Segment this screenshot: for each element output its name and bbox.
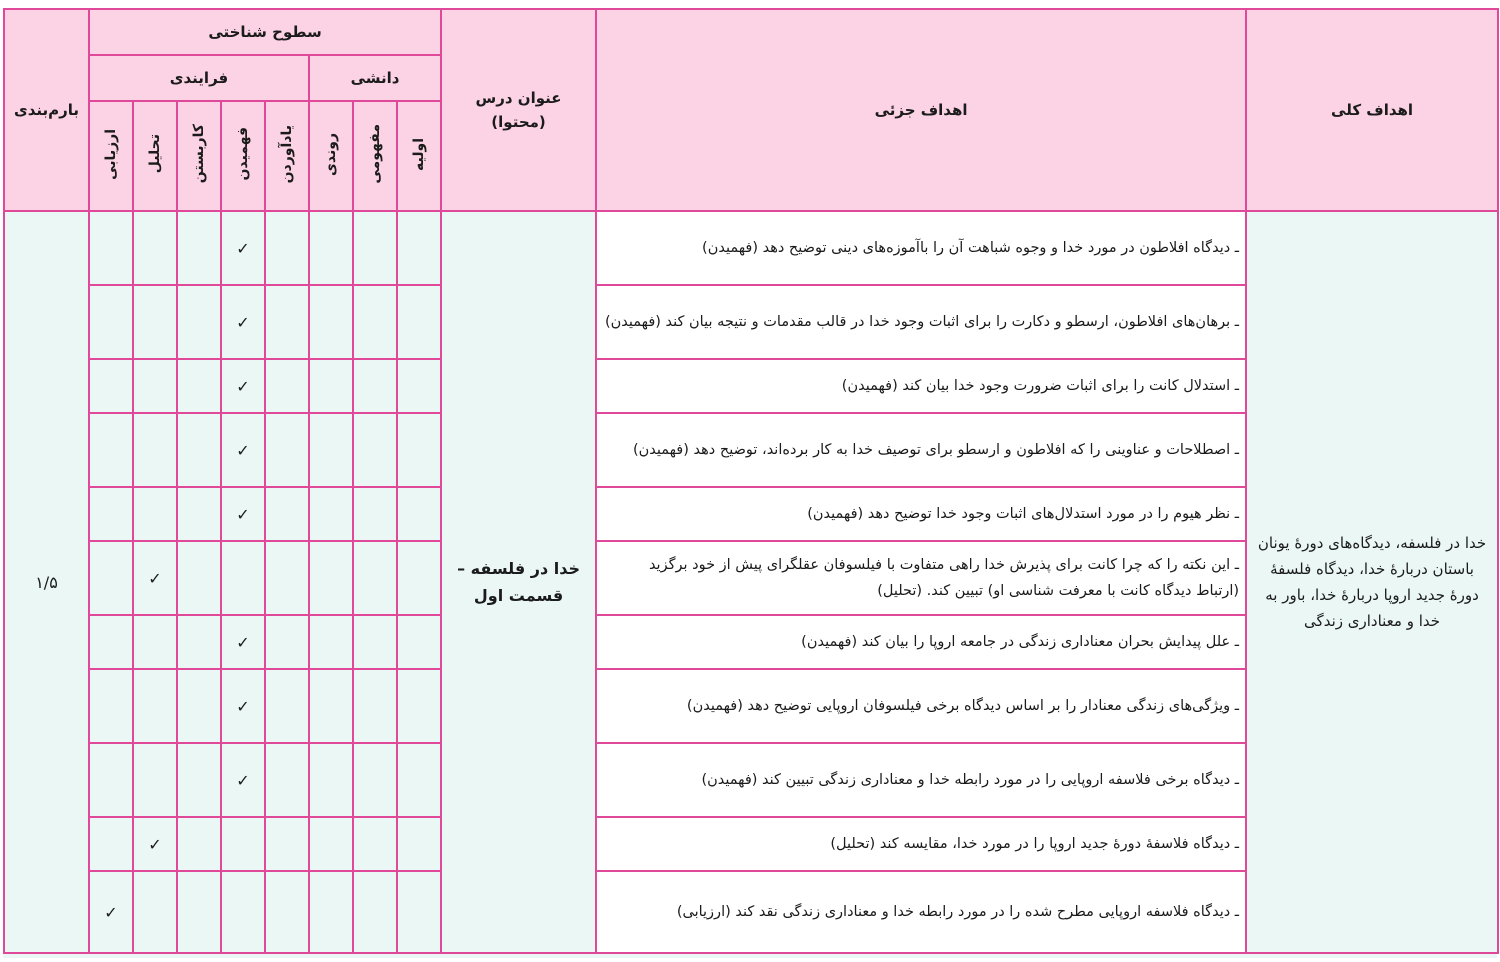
objectives-body: [4, 211, 1498, 953]
level-cell-evaluate: [89, 413, 133, 487]
level-cell-conceptual: [353, 359, 397, 413]
level-cell-evaluate: [89, 359, 133, 413]
level-cell-conceptual: [353, 615, 397, 669]
sub-objectives-header: اهداف جزئی: [596, 9, 1246, 211]
level-cell-procedural: [309, 817, 353, 871]
lesson-plan-table-container: [3, 8, 1497, 958]
level-cell-apply: [177, 359, 221, 413]
level-cell-factual: [397, 413, 441, 487]
level-cell-analyze: [133, 285, 177, 359]
level-cell-analyze: [133, 669, 177, 743]
check-mark-icon: ✓: [104, 902, 118, 922]
check-mark-icon: ✓: [236, 696, 250, 716]
level-header-procedural: روندی: [309, 101, 353, 211]
sub-objective: ـ استدلال کانت را برای اثبات ضرورت وجود خدا بیان کند (فهمیدن): [596, 359, 1246, 413]
level-cell-understand: [221, 359, 265, 413]
level-cell-conceptual: [353, 413, 397, 487]
level-cell-evaluate: [89, 743, 133, 817]
level-cell-apply: [177, 541, 221, 615]
sub-objective: ـ اصطلاحات و عناوینی را که افلاطون و ارسطو برای توصیف خدا به کار برده‌اند، توضیح دهد (فهمیدن): [596, 413, 1246, 487]
sub-objective: ـ دیدگاه فلاسفۀ دورۀ جدید اروپا را در مورد خدا، مقایسه کند (تحلیل): [596, 817, 1246, 871]
level-header-analyze: تحلیل: [133, 101, 177, 211]
level-cell-analyze: [133, 541, 177, 615]
level-cell-apply: [177, 487, 221, 541]
level-cell-factual: [397, 541, 441, 615]
level-cell-evaluate: [89, 669, 133, 743]
level-cell-understand: [221, 669, 265, 743]
level-cell-conceptual: [353, 487, 397, 541]
level-cell-remember: [265, 211, 309, 285]
score-header: بارم‌بندی: [4, 9, 89, 211]
level-cell-procedural: [309, 541, 353, 615]
level-cell-apply: [177, 211, 221, 285]
level-cell-procedural: [309, 285, 353, 359]
level-cell-factual: [397, 669, 441, 743]
level-header-apply: کاربستن: [177, 101, 221, 211]
level-cell-remember: [265, 743, 309, 817]
level-header-evaluate: ارزیابی: [89, 101, 133, 211]
level-cell-conceptual: [353, 817, 397, 871]
level-header-factual: اولیه: [397, 101, 441, 211]
level-cell-analyze: [133, 817, 177, 871]
level-cell-understand: [221, 743, 265, 817]
level-cell-factual: [397, 871, 441, 953]
level-cell-analyze: [133, 211, 177, 285]
lesson-title-header: عنوان درس (محتوا): [441, 9, 596, 211]
check-mark-icon: ✓: [236, 770, 250, 790]
level-cell-evaluate: [89, 211, 133, 285]
level-cell-analyze: [133, 413, 177, 487]
level-cell-remember: [265, 359, 309, 413]
level-cell-analyze: [133, 615, 177, 669]
level-cell-conceptual: [353, 541, 397, 615]
sub-objective: ـ دیدگاه افلاطون در مورد خدا و وجوه شباهت آن را باآموزه‌های دینی توضیح دهد (فهمیدن): [596, 211, 1246, 285]
cognitive-levels-header: سطوح شناختی: [89, 9, 441, 55]
level-cell-understand: [221, 487, 265, 541]
level-cell-factual: [397, 211, 441, 285]
level-cell-apply: [177, 615, 221, 669]
level-cell-evaluate: [89, 541, 133, 615]
sub-objective: ـ ویژگی‌های زندگی معنادار را بر اساس دیدگاه برخی فیلسوفان اروپایی توضیح دهد (فهمیدن): [596, 669, 1246, 743]
level-cell-analyze: [133, 743, 177, 817]
level-cell-procedural: [309, 413, 353, 487]
level-cell-remember: [265, 817, 309, 871]
sub-objective: ـ علل پیدایش بحران معناداری زندگی در جامعه اروپا را بیان کند (فهمیدن): [596, 615, 1246, 669]
score-value: ۱/۵: [4, 211, 89, 953]
level-header-understand: فهمیدن: [221, 101, 265, 211]
level-cell-remember: [265, 285, 309, 359]
level-cell-remember: [265, 413, 309, 487]
check-mark-icon: ✓: [148, 834, 162, 854]
level-cell-factual: [397, 817, 441, 871]
level-cell-procedural: [309, 487, 353, 541]
level-cell-understand: [221, 541, 265, 615]
level-cell-analyze: [133, 871, 177, 953]
level-cell-remember: [265, 669, 309, 743]
level-cell-evaluate: [89, 817, 133, 871]
level-cell-apply: [177, 669, 221, 743]
level-cell-remember: [265, 487, 309, 541]
level-cell-conceptual: [353, 871, 397, 953]
level-cell-conceptual: [353, 211, 397, 285]
sub-objective: ـ دیدگاه فلاسفه اروپایی مطرح شده را در مورد رابطه خدا و معناداری زندگی نقد کند (ارزیابی): [596, 871, 1246, 953]
check-mark-icon: ✓: [236, 504, 250, 524]
check-mark-icon: ✓: [148, 568, 162, 588]
level-cell-factual: [397, 359, 441, 413]
level-cell-evaluate: [89, 487, 133, 541]
level-cell-procedural: [309, 871, 353, 953]
sub-objective: ـ این نکته را که چرا کانت برای پذیرش خدا راهی متفاوت با فیلسوفان عقلگرای پیش از خود برگزید (ارتباط دیدگاه کانت با معرفت شناسی او) تبیین کند. (تحلیل): [596, 541, 1246, 615]
level-cell-conceptual: [353, 743, 397, 817]
level-cell-analyze: [133, 487, 177, 541]
level-cell-factual: [397, 743, 441, 817]
level-cell-remember: [265, 871, 309, 953]
check-mark-icon: ✓: [236, 238, 250, 258]
general-objective: خدا در فلسفه، دیدگاه‌های دورۀ یونان باستان دربارۀ خدا، دیدگاه فلسفۀ دورۀ جدید اروپا دربارۀ خدا، باور به خدا و معناداری زندگی: [1246, 211, 1498, 953]
level-cell-remember: [265, 615, 309, 669]
level-cell-procedural: [309, 359, 353, 413]
level-cell-understand: [221, 871, 265, 953]
level-cell-factual: [397, 615, 441, 669]
sub-objective: ـ نظر هیوم را در مورد استدلال‌های اثبات وجود خدا توضیح دهد (فهمیدن): [596, 487, 1246, 541]
level-header-remember: یادآوردن: [265, 101, 309, 211]
level-cell-conceptual: [353, 669, 397, 743]
level-cell-understand: [221, 413, 265, 487]
level-cell-evaluate: [89, 615, 133, 669]
level-cell-conceptual: [353, 285, 397, 359]
knowledge-header: دانشی: [309, 55, 441, 101]
lesson-title: خدا در فلسفه – قسمت اول: [441, 211, 596, 953]
check-mark-icon: ✓: [236, 632, 250, 652]
check-mark-icon: ✓: [236, 312, 250, 332]
level-cell-procedural: [309, 211, 353, 285]
level-cell-analyze: [133, 359, 177, 413]
level-cell-factual: [397, 487, 441, 541]
level-cell-evaluate: [89, 871, 133, 953]
check-mark-icon: ✓: [236, 440, 250, 460]
level-cell-apply: [177, 871, 221, 953]
level-header-conceptual: مفهومی: [353, 101, 397, 211]
level-cell-procedural: [309, 743, 353, 817]
level-cell-understand: [221, 817, 265, 871]
general-objectives-header: اهداف کلی: [1246, 9, 1498, 211]
check-mark-icon: ✓: [236, 376, 250, 396]
process-header: فرایندی: [89, 55, 309, 101]
level-cell-understand: [221, 211, 265, 285]
level-cell-evaluate: [89, 285, 133, 359]
lesson-plan-table: [3, 8, 1499, 954]
level-cell-apply: [177, 413, 221, 487]
level-cell-apply: [177, 817, 221, 871]
level-cell-factual: [397, 285, 441, 359]
sub-objective: ـ دیدگاه برخی فلاسفه اروپایی را در مورد رابطه خدا و معناداری زندگی تبیین کند (فهمیدن): [596, 743, 1246, 817]
level-cell-understand: [221, 285, 265, 359]
level-cell-apply: [177, 743, 221, 817]
level-cell-procedural: [309, 669, 353, 743]
table-row: [4, 211, 1498, 285]
level-cell-procedural: [309, 615, 353, 669]
sub-objective: ـ برهان‌های افلاطون، ارسطو و دکارت را برای اثبات وجود خدا در قالب مقدمات و نتیجه بیان کند (فهمیدن): [596, 285, 1246, 359]
level-cell-remember: [265, 541, 309, 615]
level-cell-apply: [177, 285, 221, 359]
level-cell-understand: [221, 615, 265, 669]
